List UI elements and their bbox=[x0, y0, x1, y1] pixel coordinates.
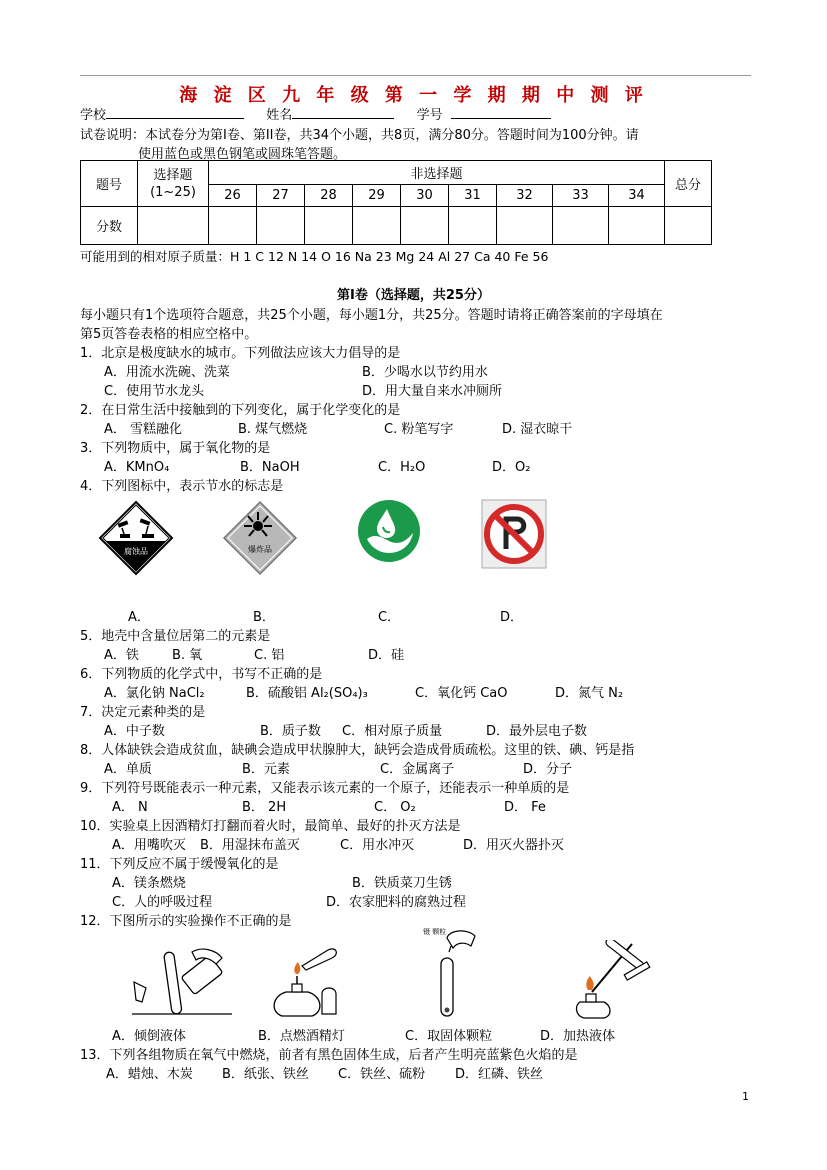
score-table bbox=[80, 160, 712, 245]
option-3d[interactable]: D．O₂ bbox=[492, 460, 531, 475]
score-cell[interactable] bbox=[257, 207, 305, 245]
name-field[interactable] bbox=[292, 106, 394, 119]
option-7c[interactable]: C．相对原子质量 bbox=[342, 724, 443, 739]
question-5: 5．地壳中含量位居第二的元素是 bbox=[80, 629, 271, 644]
option-6d[interactable]: D．氮气 N₂ bbox=[555, 686, 624, 701]
option-6a[interactable]: A．氯化钠 NaCl₂ bbox=[104, 686, 205, 701]
section-intro-2: 第5页答卷表格的相应空格中。 bbox=[80, 327, 258, 342]
option-2c[interactable]: C. 粉笔写字 bbox=[384, 422, 454, 437]
option-9c[interactable]: C． O₂ bbox=[374, 800, 416, 815]
option-3c[interactable]: C．H₂O bbox=[378, 460, 426, 475]
option-6c[interactable]: C．氧化钙 CaO bbox=[415, 686, 508, 701]
option-10a[interactable]: A．用嘴吹灭 bbox=[112, 838, 186, 853]
option-7a[interactable]: A．中子数 bbox=[104, 724, 165, 739]
question-10: 10．实验桌上因酒精灯打翻而着火时，最简单、最好的扑灭方法是 bbox=[80, 819, 461, 834]
instructions-line-2: 使用蓝色或黑色钢笔或圆珠笔答题。 bbox=[138, 147, 347, 162]
option-7b[interactable]: B．质子数 bbox=[260, 724, 321, 739]
page-number: 1 bbox=[742, 1090, 749, 1103]
option-5a[interactable]: A．铁 bbox=[104, 648, 139, 663]
option-5d[interactable]: D．硅 bbox=[368, 648, 405, 663]
option-1b[interactable]: B．少喝水以节约用水 bbox=[362, 365, 488, 380]
q-num-cell: 34 bbox=[609, 185, 665, 207]
option-9d[interactable]: D． Fe bbox=[504, 800, 546, 815]
option-5c[interactable]: C. 铝 bbox=[254, 648, 285, 663]
score-cell[interactable] bbox=[401, 207, 449, 245]
question-8: 8．人体缺铁会造成贫血，缺碘会造成甲状腺肿大，缺钙会造成骨质疏松。这里的铁、碘、钙是指 bbox=[80, 743, 635, 758]
header-rule bbox=[80, 75, 751, 76]
score-cell[interactable] bbox=[553, 207, 609, 245]
option-4d[interactable]: D． bbox=[500, 610, 524, 625]
score-cell[interactable] bbox=[665, 207, 712, 245]
question-4: 4．下列图标中，表示节水的标志是 bbox=[80, 479, 284, 494]
exam-title: 海 淀 区 九 年 级 第 一 学 期 期 中 测 评 bbox=[179, 85, 648, 106]
option-12c[interactable]: C．取固体颗粒 bbox=[405, 1029, 493, 1044]
option-12b[interactable]: B．点燃酒精灯 bbox=[258, 1029, 345, 1044]
taking-solid-particles-icon bbox=[415, 924, 495, 1022]
school-field[interactable] bbox=[106, 106, 244, 119]
option-1c[interactable]: C．使用节水龙头 bbox=[104, 384, 205, 399]
question-11: 11．下列反应不属于缓慢氧化的是 bbox=[80, 857, 279, 872]
option-6b[interactable]: B．硫酸铝 Al₂(SO₄)₃ bbox=[246, 686, 368, 701]
question-3: 3．下列物质中，属于氧化物的是 bbox=[80, 441, 271, 456]
question-13: 13．下列各组物质在氧气中燃烧，前者有黑色固体生成，后者产生明亮蓝紫色火焰的是 bbox=[80, 1048, 578, 1063]
id-field[interactable] bbox=[451, 106, 551, 119]
question-6: 6．下列物质的化学式中，书写不正确的是 bbox=[80, 667, 323, 682]
option-11a[interactable]: A．镁条燃烧 bbox=[112, 876, 186, 891]
q-num-cell: 27 bbox=[257, 185, 305, 207]
option-13c[interactable]: C．铁丝、硫粉 bbox=[338, 1067, 426, 1082]
option-3b[interactable]: B．NaOH bbox=[240, 460, 300, 475]
option-1a[interactable]: A．用流水洗碗、洗菜 bbox=[104, 365, 230, 380]
svg-text:腐蚀品: 腐蚀品 bbox=[124, 547, 148, 556]
option-7d[interactable]: D．最外层电子数 bbox=[486, 724, 588, 739]
school-label: 学校 bbox=[80, 108, 107, 123]
option-3a[interactable]: A．KMnO₄ bbox=[104, 460, 170, 475]
no-parking-sign-icon bbox=[481, 499, 547, 569]
q-num-cell: 31 bbox=[449, 185, 497, 207]
pouring-liquid-icon bbox=[132, 944, 232, 1020]
option-11b[interactable]: B．铁质菜刀生锈 bbox=[352, 876, 452, 891]
q-num-cell: 29 bbox=[353, 185, 401, 207]
tihao-header: 题号 bbox=[81, 161, 138, 207]
option-8d[interactable]: D．分子 bbox=[523, 762, 573, 777]
option-2d[interactable]: D. 湿衣晾干 bbox=[502, 422, 573, 437]
explosive-sign-icon bbox=[222, 500, 298, 576]
option-12d[interactable]: D．加热液体 bbox=[540, 1029, 616, 1044]
option-4a[interactable]: A． bbox=[128, 610, 150, 625]
nonchoice-header: 非选择题 bbox=[209, 161, 665, 185]
q-num-cell: 30 bbox=[401, 185, 449, 207]
question-12: 12．下图所示的实验操作不正确的是 bbox=[80, 914, 292, 929]
option-4c[interactable]: C． bbox=[378, 610, 401, 625]
option-8a[interactable]: A．单质 bbox=[104, 762, 152, 777]
section-intro-1: 每小题只有1个选项符合题意，共25个小题，每小题1分，共25分。答题时请将正确答案前的字母填在 bbox=[80, 308, 663, 323]
option-1d[interactable]: D．用大量自来水冲厕所 bbox=[362, 384, 503, 399]
atomic-masses: 可能用到的相对原子质量：H 1 C 12 N 14 O 16 Na 23 Mg 24 Al 27 Ca 40 Fe 56 bbox=[80, 249, 549, 264]
option-9b[interactable]: B． 2H bbox=[242, 800, 287, 815]
question-1: 1．北京是极度缺水的城市。下列做法应该大力倡导的是 bbox=[80, 346, 401, 361]
lighting-alcohol-lamp-icon bbox=[262, 944, 342, 1020]
q-num-cell: 28 bbox=[305, 185, 353, 207]
section-title: 第Ⅰ卷（选择题，共25分） bbox=[337, 288, 490, 303]
option-2b[interactable]: B. 煤气燃烧 bbox=[238, 422, 308, 437]
score-row-label: 分数 bbox=[81, 207, 138, 245]
option-10b[interactable]: B．用湿抹布盖灭 bbox=[200, 838, 300, 853]
question-9: 9．下列符号既能表示一种元素，又能表示该元素的一个原子，还能表示一种单质的是 bbox=[80, 781, 570, 796]
name-label: 姓名 bbox=[266, 108, 293, 123]
question-7: 7．决定元素种类的是 bbox=[80, 705, 206, 720]
option-12a[interactable]: A．倾倒液体 bbox=[112, 1029, 186, 1044]
student-info-line bbox=[80, 104, 551, 123]
score-cell[interactable] bbox=[609, 207, 665, 245]
score-cell[interactable] bbox=[209, 207, 257, 245]
option-10d[interactable]: D．用灭火器扑灭 bbox=[463, 838, 565, 853]
heating-liquid-icon bbox=[572, 940, 658, 1020]
option-9a[interactable]: A． N bbox=[112, 800, 148, 815]
svg-text:爆炸品: 爆炸品 bbox=[248, 545, 272, 554]
score-cell[interactable] bbox=[449, 207, 497, 245]
q-num-cell: 26 bbox=[209, 185, 257, 207]
instructions-line-1: 试卷说明：本试卷分为第Ⅰ卷、第II卷，共34个小题，共8页，满分80分。答题时间为100分钟。请 bbox=[80, 128, 639, 143]
corrosive-sign-icon bbox=[98, 500, 174, 576]
option-8c[interactable]: C．金属离子 bbox=[380, 762, 455, 777]
option-13b[interactable]: B．纸张、铁丝 bbox=[222, 1067, 309, 1082]
option-4b[interactable]: B． bbox=[253, 610, 275, 625]
id-label: 学号 bbox=[416, 108, 443, 123]
total-header: 总分 bbox=[665, 161, 712, 207]
water-saving-sign-icon bbox=[357, 499, 421, 563]
q-num-cell: 33 bbox=[553, 185, 609, 207]
option-2a[interactable]: A． 雪糕融化 bbox=[104, 422, 183, 437]
option-11d[interactable]: D．农家肥料的腐熟过程 bbox=[326, 895, 467, 910]
option-13a[interactable]: A．蜡烛、木炭 bbox=[106, 1067, 193, 1082]
score-cell[interactable] bbox=[497, 207, 553, 245]
score-cell[interactable] bbox=[138, 207, 209, 245]
choice-header: 选择题 (1~25) bbox=[138, 161, 209, 207]
score-cell[interactable] bbox=[353, 207, 401, 245]
option-10c[interactable]: C．用水冲灭 bbox=[340, 838, 415, 853]
q-num-cell: 32 bbox=[497, 185, 553, 207]
svg-text:镊 颗粒: 镊 颗粒 bbox=[423, 928, 447, 936]
option-11c[interactable]: C．人的呼吸过程 bbox=[112, 895, 213, 910]
option-5b[interactable]: B. 氧 bbox=[172, 648, 203, 663]
option-8b[interactable]: B．元素 bbox=[242, 762, 290, 777]
score-cell[interactable] bbox=[305, 207, 353, 245]
option-13d[interactable]: D．红磷、铁丝 bbox=[455, 1067, 544, 1082]
question-2: 2．在日常生活中接触到的下列变化，属于化学变化的是 bbox=[80, 403, 401, 418]
